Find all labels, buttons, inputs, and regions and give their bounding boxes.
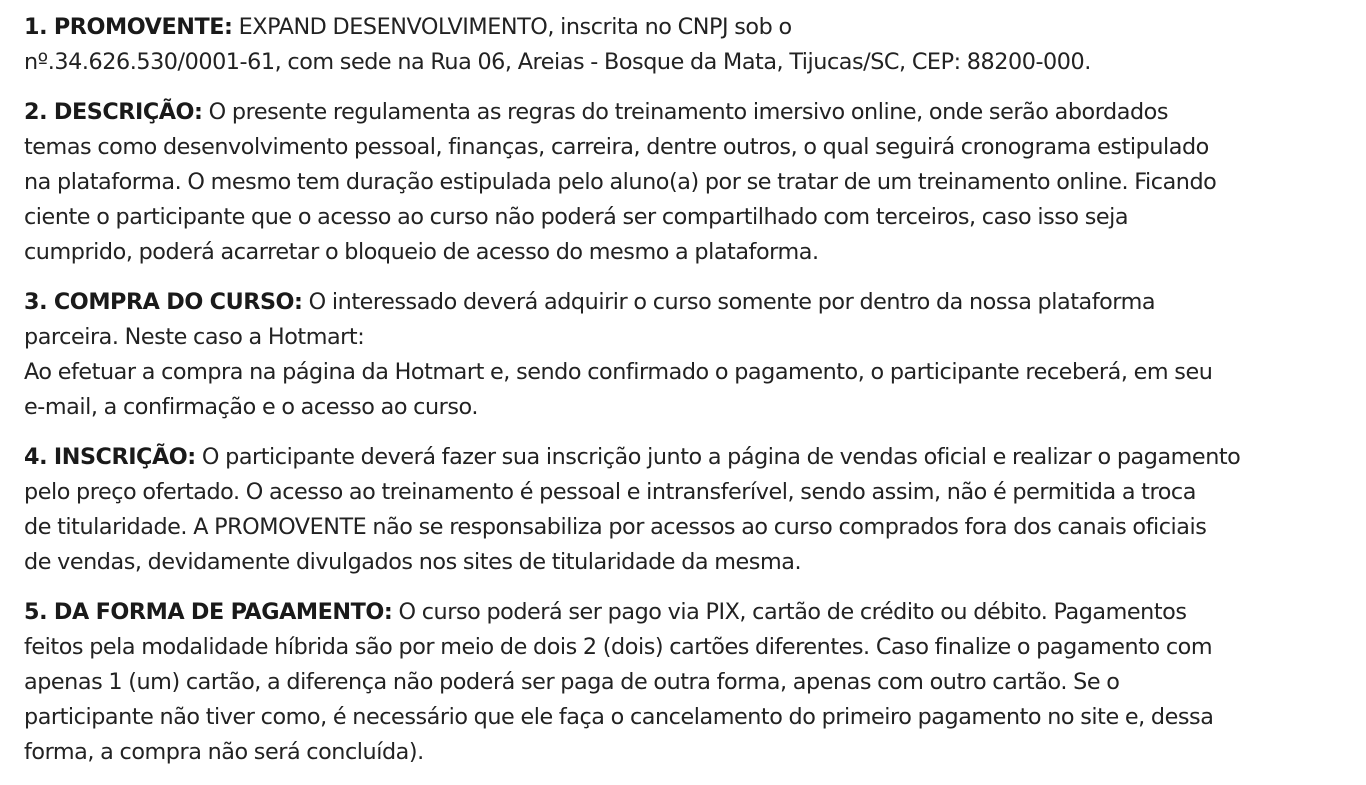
clause-heading: 4. INSCRIÇÃO: <box>24 444 196 470</box>
clause-first-line <box>24 10 1354 45</box>
clause-text-line: participante não tiver como, é necessário que ele faça o cancelamento do primeiro pagamento no site e, dessa <box>24 704 1214 730</box>
clause-text: O interessado deverá adquirir o curso somente por dentro da nossa plataforma <box>302 289 1156 315</box>
clause-text: O curso poderá ser pago via PIX, cartão de crédito ou débito. Pagamentos <box>392 599 1187 625</box>
clause-text-line: Ao efetuar a compra na página da Hotmart e, sendo confirmado o pagamento, o participante receberá, em seu <box>24 359 1213 385</box>
clause-forma-de-pagamento <box>24 595 1354 770</box>
clause-first-line <box>24 95 1354 130</box>
clause-text-line: cumprido, poderá acarretar o bloqueio de acesso do mesmo a plataforma. <box>24 239 819 265</box>
clause-descricao <box>24 95 1354 270</box>
clause-text-line: ciente o participante que o acesso ao curso não poderá ser compartilhado com terceiros, caso isso seja <box>24 204 1129 230</box>
clause-text-line: forma, a compra não será concluída). <box>24 739 424 765</box>
clause-text-line: temas como desenvolvimento pessoal, finanças, carreira, dentre outros, o qual seguirá cronograma estipulado <box>24 134 1209 160</box>
clause-text-line: de vendas, devidamente divulgados nos sites de titularidade da mesma. <box>24 549 802 575</box>
clause-first-line <box>24 595 1354 630</box>
clause-inscricao <box>24 440 1354 580</box>
clause-first-line <box>24 285 1354 320</box>
clause-text-line: de titularidade. A PROMOVENTE não se responsabiliza por acessos ao curso comprados fora dos canais oficiais <box>24 514 1207 540</box>
clause-heading: 2. DESCRIÇÃO: <box>24 99 203 125</box>
terms-document <box>24 10 1354 785</box>
clause-text-line: nº.34.626.530/0001-61, com sede na Rua 06, Areias - Bosque da Mata, Tijucas/SC, CEP: 88200-000. <box>24 49 1091 75</box>
clause-text-line: e-mail, a confirmação e o acesso ao curso. <box>24 394 478 420</box>
clause-text-line: feitos pela modalidade híbrida são por meio de dois 2 (dois) cartões diferentes. Caso finalize o pagamento com <box>24 634 1213 660</box>
clause-text: O presente regulamenta as regras do treinamento imersivo online, onde serão abordados <box>202 99 1169 125</box>
clause-text: EXPAND DESENVOLVIMENTO, inscrita no CNPJ sob o <box>232 14 792 40</box>
clause-compra-do-curso <box>24 285 1354 425</box>
clause-promovente <box>24 10 1354 80</box>
clause-heading: 3. COMPRA DO CURSO: <box>24 289 303 315</box>
clause-text-line: pelo preço ofertado. O acesso ao treinamento é pessoal e intransferível, sendo assim, não é permitida a troca <box>24 479 1196 505</box>
clause-text-line: na plataforma. O mesmo tem duração estipulada pelo aluno(a) por se tratar de um treinamento online. Ficando <box>24 169 1217 195</box>
clause-text-line: apenas 1 (um) cartão, a diferença não poderá ser paga de outra forma, apenas com outro cartão. Se o <box>24 669 1120 695</box>
clause-text: O participante deverá fazer sua inscrição junto a página de vendas oficial e realizar o pagamento <box>195 444 1241 470</box>
clause-text-line: parceira. Neste caso a Hotmart: <box>24 324 365 350</box>
clause-first-line <box>24 440 1354 475</box>
clause-heading: 5. DA FORMA DE PAGAMENTO: <box>24 599 393 625</box>
clause-heading: 1. PROMOVENTE: <box>24 14 233 40</box>
